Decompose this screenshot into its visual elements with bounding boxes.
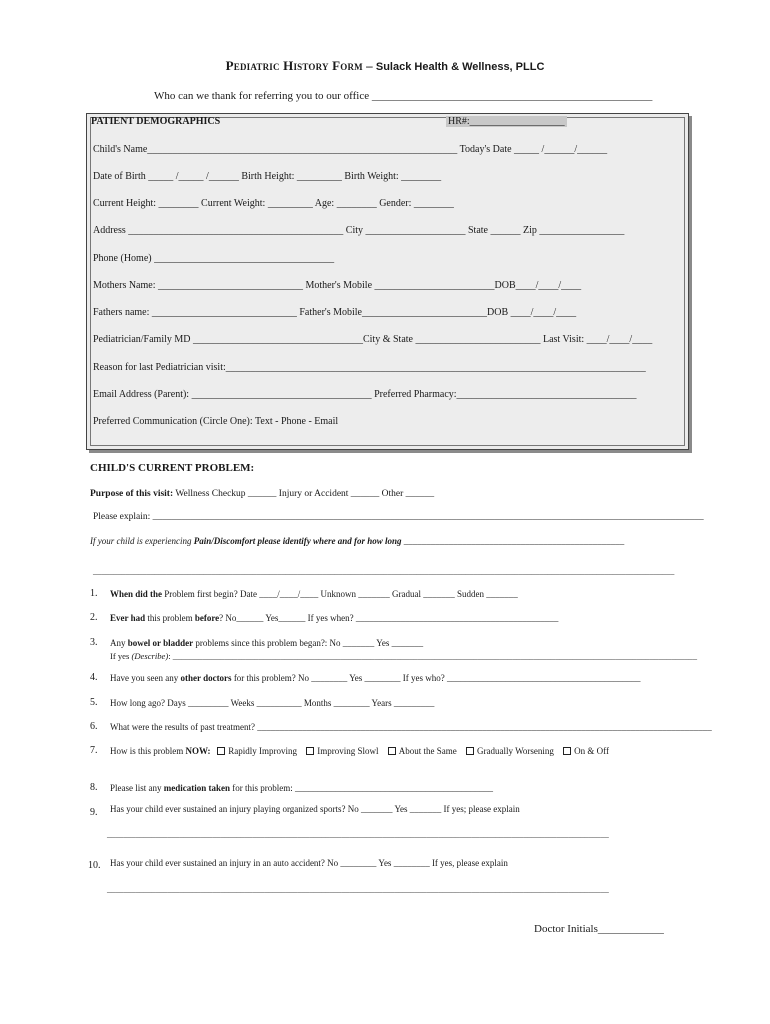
- q7-number: 7.: [90, 745, 98, 756]
- form-title: [0, 58, 770, 74]
- q2-row[interactable]: [110, 612, 558, 624]
- pediatrician-row[interactable]: Pediatrician/Family MD __________________________________City & State _________________________ Last Visit: ____/____/____: [93, 334, 653, 345]
- q7-option-rapidly-improving[interactable]: Rapidly Improving: [217, 746, 297, 756]
- birth-info-row[interactable]: Date of Birth _____ /_____ /______ Birth Height: _________ Birth Weight: ________: [93, 171, 442, 182]
- q5-row[interactable]: How long ago? Days _________ Weeks __________ Months ________ Years _________: [110, 698, 435, 708]
- preferred-communication-row[interactable]: Preferred Communication (Circle One): Text - Phone - Email: [93, 416, 339, 427]
- explain-row[interactable]: Please explain: ____________________________________________________________________________________________________________________: [93, 512, 704, 522]
- checkbox-icon[interactable]: [466, 747, 474, 755]
- q3-rest[interactable]: problems since this problem began?: No _______ Yes _______: [193, 638, 424, 648]
- q7-row: [110, 745, 616, 757]
- q1-row[interactable]: [110, 588, 518, 600]
- q7-option-gradually-worsening[interactable]: Gradually Worsening: [466, 746, 554, 756]
- referral-field[interactable]: Who can we thank for referring you to our office ___________________________________________________: [154, 90, 653, 102]
- q8-pre: Please list any: [110, 783, 164, 793]
- q3-describe-row[interactable]: [110, 650, 697, 662]
- checkbox-icon[interactable]: [217, 747, 225, 755]
- q2-bold2: before: [194, 613, 220, 623]
- q10-row[interactable]: Has your child ever sustained an injury in an auto accident? No ________ Yes ________ If yes, please explain: [110, 858, 508, 868]
- q1-bold: When did the: [110, 589, 163, 599]
- q8-rest[interactable]: for this problem: ____________________________________________: [230, 783, 493, 793]
- checkbox-icon[interactable]: [388, 747, 396, 755]
- checkbox-icon[interactable]: [306, 747, 314, 755]
- q3-sub-italic: (Describe): [131, 651, 169, 661]
- title-dash: –: [362, 58, 376, 73]
- practice-name: Sulack Health & Wellness, PLLC: [375, 61, 545, 73]
- q2-bold1: Ever had: [110, 613, 146, 623]
- purpose-label: Purpose of this visit:: [90, 489, 174, 499]
- q3-row[interactable]: [110, 637, 423, 649]
- q3-bold: bowel or bladder: [127, 638, 194, 648]
- q7-pre: How is this problem: [110, 746, 186, 756]
- doctor-initials-field[interactable]: Doctor Initials____________: [534, 923, 664, 935]
- purpose-options[interactable]: Wellness Checkup ______ Injury or Accident ______ Other ______: [173, 489, 435, 499]
- q3-pre: Any: [110, 638, 128, 648]
- q1-rest[interactable]: Problem first begin? Date ____/____/____ Unknown _______ Gradual _______ Sudden _______: [162, 589, 518, 599]
- q10-number: 10.: [88, 860, 101, 871]
- q5-number: 5.: [90, 697, 98, 708]
- q4-number: 4.: [90, 672, 98, 683]
- hr-number-field[interactable]: HR#:___________________: [448, 116, 565, 127]
- demographics-heading: PATIENT DEMOGRAPHICS: [91, 116, 221, 127]
- mother-info-row[interactable]: Mothers Name: _____________________________ Mother's Mobile ________________________DOB____/____/____: [93, 280, 582, 291]
- q6-number: 6.: [90, 721, 98, 732]
- q7-option-about-the-same[interactable]: About the Same: [388, 746, 457, 756]
- q2-number: 2.: [90, 612, 98, 623]
- reason-last-visit-row[interactable]: Reason for last Pediatrician visit:____________________________________________________________________________________: [93, 362, 646, 373]
- q2-rest[interactable]: ? No______ Yes______ If yes when? _____________________________________________: [219, 613, 559, 623]
- q4-pre: Have you seen any: [110, 673, 181, 683]
- q10-explain-line[interactable]: ____________________________________________________________________________________________________________________________: [107, 885, 609, 894]
- purpose-of-visit-row[interactable]: [90, 488, 434, 500]
- q3-sub-pre: If yes: [110, 651, 132, 661]
- q9-row[interactable]: Has your child ever sustained an injury playing organized sports? No _______ Yes _______ If yes; please explain: [110, 804, 520, 814]
- q8-number: 8.: [90, 782, 98, 793]
- q4-bold: other doctors: [180, 673, 232, 683]
- q9-explain-line[interactable]: ____________________________________________________________________________________________________________________________: [107, 830, 609, 839]
- q9-number: 9.: [90, 807, 98, 818]
- checkbox-icon[interactable]: [563, 747, 571, 755]
- pain-prefix: If your child is experiencing: [90, 536, 194, 546]
- form-title-main: Pediatric History Form: [225, 58, 363, 73]
- q7-option-improving-slowly[interactable]: Improving Slowl: [306, 746, 378, 756]
- child-name-row[interactable]: Child's Name______________________________________________________________ Today's Date _____ /______/______: [93, 144, 608, 155]
- q1-number: 1.: [90, 588, 98, 599]
- pain-label: Pain/Discomfort please identify where and for how long: [193, 536, 402, 546]
- q7-option-on-and-off[interactable]: On & Off: [563, 746, 609, 756]
- q4-rest[interactable]: for this problem? No ________ Yes ________ If yes who? ___________________________________________: [231, 673, 641, 683]
- q8-row[interactable]: [110, 782, 493, 794]
- current-problem-heading: CHILD'S CURRENT PROBLEM:: [90, 462, 255, 474]
- pain-continuation-line[interactable]: ______________________________________________________________________________________________________________________________________________: [93, 567, 675, 576]
- current-measurements-row[interactable]: Current Height: ________ Current Weight: _________ Age: ________ Gender: ________: [93, 198, 454, 209]
- q6-row[interactable]: What were the results of past treatment? _____________________________________________________________________________________________________: [110, 722, 712, 732]
- q7-bold: NOW:: [185, 746, 211, 756]
- q8-bold: medication taken: [163, 783, 230, 793]
- q4-row[interactable]: [110, 672, 641, 684]
- q3-number: 3.: [90, 637, 98, 648]
- pain-row[interactable]: [90, 535, 624, 547]
- pain-line[interactable]: _________________________________________________: [401, 536, 625, 546]
- email-pharmacy-row[interactable]: Email Address (Parent): ____________________________________ Preferred Pharmacy:____________________________________: [93, 389, 637, 400]
- q2-mid: this problem: [145, 613, 195, 623]
- address-row[interactable]: Address ___________________________________________ City ____________________ State ______ Zip _________________: [93, 225, 625, 236]
- phone-row[interactable]: Phone (Home) ____________________________________: [93, 253, 335, 264]
- father-info-row[interactable]: Fathers name: _____________________________ Father's Mobile_________________________DOB ____/____/____: [93, 307, 577, 318]
- q3-sub-rest[interactable]: : __________________________________________________________________________________________________________________________: [168, 651, 697, 661]
